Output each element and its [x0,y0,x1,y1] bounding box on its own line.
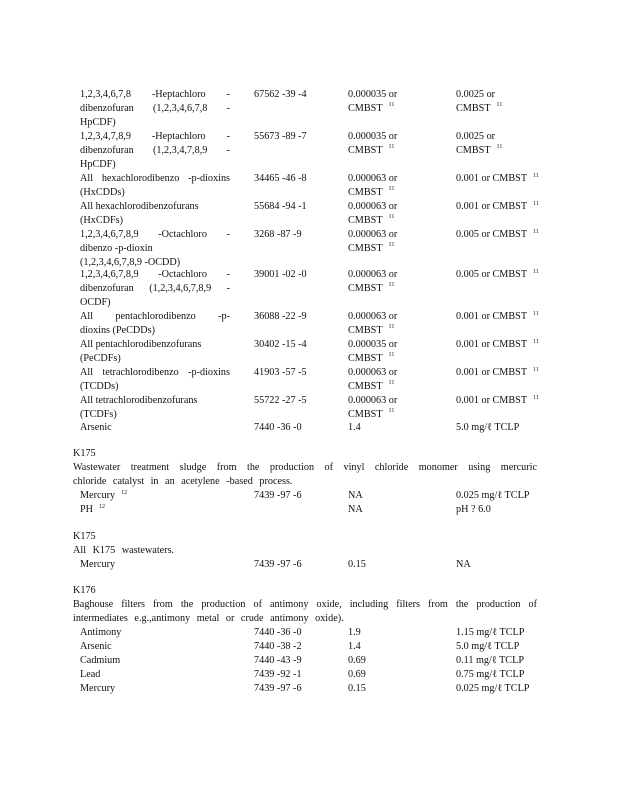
constituent-name: Mercury [80,683,116,694]
wastewater-standard: NA [348,504,363,515]
nonwastewater-standard: 0.001 or CMBST $^{11}$ [456,338,539,350]
cas-number: 7439 -97 -6 [254,559,302,570]
wastewater-standard: 0.15 [348,559,366,570]
footnote-ref: 11 [388,144,395,151]
constituent-name: All tetrachlorodibenzo -p-dioxins (TCDDs) [80,367,230,392]
wastewater-standard: 0.000063 or CMBST $^{11}$ [348,395,398,420]
constituent-name: 1,2,3,4,6,7,8,9 -Octachloro - dibenzofuran (1,2,3,4,6,7,8,9 - OCDF) [80,269,230,308]
waste-code: K176 [73,585,96,596]
nonwastewater-standard: pH ? 6.0 [456,504,491,515]
constituent-name: All pentachlorodibenzofurans (PeCDFs) [80,339,202,364]
wastewater-standard: 0.69 [348,669,366,680]
constituent-name: Cadmium [80,655,121,666]
footnote-ref: 11 [388,242,395,249]
cas-number: 7439 -97 -6 [254,490,302,501]
constituent-name: All hexachlorodibenzo -p-dioxins (HxCDDs) [80,173,230,198]
cas-number: 55684 -94 -1 [254,201,307,212]
footnote-ref: 12 [99,503,106,510]
footnote-ref: 11 [388,408,395,415]
nonwastewater-standard: 0.005 or CMBST $^{11}$ [456,268,539,280]
wastewater-standard: 0.000035 or CMBST $^{11}$ [348,339,398,364]
footnote-ref: 11 [533,394,539,401]
nonwastewater-standard: 0.0025 or CMBST $^{11}$ [456,89,503,114]
wastewater-standard: 0.000063 or CMBST $^{11}$ [348,269,398,294]
constituent-name: 1,2,3,4,6,7,8 -Heptachloro - dibenzofuran (1,2,3,4,6,7,8 - HpCDF) [80,89,230,128]
cas-number: 7440 -38 -2 [254,641,302,652]
constituent-name: Lead [80,669,101,680]
cas-number: 55722 -27 -5 [254,395,307,406]
nonwastewater-standard: 0.75 mg/ℓ TCLP [456,669,525,680]
nonwastewater-standard: 1.15 mg/ℓ TCLP [456,627,525,638]
wastewater-standard: 0.000035 or CMBST $^{11}$ [348,89,398,114]
wastewater-standard: 1.9 [348,627,361,638]
footnote-ref: 11 [533,310,539,317]
wastewater-standard: 1.4 [348,422,361,433]
waste-description: Baghouse filters from the production of antimony oxide, including filters from the production of intermediates e.g.,antimony metal or crude antimony oxide). [73,599,537,624]
nonwastewater-standard: 0.001 or CMBST $^{11}$ [456,366,539,378]
footnote-ref: 11 [533,366,539,373]
constituent-name: Arsenic [80,422,112,433]
waste-code: K175 [73,448,96,459]
nonwastewater-standard: 0.11 mg/ℓ TCLP [456,655,524,666]
footnote-ref: 11 [533,200,539,207]
cas-number: 36088 -22 -9 [254,311,307,322]
cas-number: 34465 -46 -8 [254,173,307,184]
nonwastewater-standard: 5.0 mg/ℓ TCLP [456,422,520,433]
cas-number: 39001 -02 -0 [254,269,307,280]
wastewater-standard: 0.69 [348,655,366,666]
nonwastewater-standard: 0.025 mg/ℓ TCLP [456,683,530,694]
nonwastewater-standard: 0.001 or CMBST $^{11}$ [456,394,539,406]
nonwastewater-standard: 0.001 or CMBST $^{11}$ [456,200,539,212]
cas-number: 7439 -97 -6 [254,683,302,694]
nonwastewater-standard: 0.001 or CMBST $^{11}$ [456,172,539,184]
wastewater-standard: 0.000063 or CMBST $^{11}$ [348,367,398,392]
cas-number: 55673 -89 -7 [254,131,307,142]
footnote-ref: 11 [533,228,539,235]
cas-number: 41903 -57 -5 [254,367,307,378]
constituent-name: Mercury [80,559,116,570]
footnote-ref: 11 [496,102,503,109]
nonwastewater-standard: NA [456,559,471,570]
constituent-name: All tetrachlorodibenzofurans (TCDFs) [80,395,198,420]
cas-number: 7439 -92 -1 [254,669,302,680]
wastewater-standard: NA [348,490,363,501]
constituent-name: All pentachlorodibenzo -p- dioxins (PeCDDs) [80,311,230,336]
footnote-ref: 11 [388,186,395,193]
footnote-ref: 11 [533,172,539,179]
cas-number: 7440 -43 -9 [254,655,302,666]
nonwastewater-standard: 0.0025 or CMBST $^{11}$ [456,131,503,156]
constituent-name: All hexachlorodibenzofurans (HxCDFs) [80,201,199,226]
waste-description: Wastewater treatment sludge from the production of vinyl chloride monomer using mercuric chloride catalyst in an acetylene -based process. [73,462,537,487]
footnote-ref: 11 [533,338,539,345]
wastewater-standard: 0.000063 or CMBST $^{11}$ [348,229,398,254]
wastewater-standard: 0.000035 or CMBST $^{11}$ [348,131,398,156]
nonwastewater-standard: 0.005 or CMBST $^{11}$ [456,228,539,240]
wastewater-standard: 0.000063 or CMBST $^{11}$ [348,201,398,226]
cas-number: 7440 -36 -0 [254,627,302,638]
footnote-ref: 11 [388,282,395,289]
footnote-ref: 11 [388,324,395,331]
wastewater-standard: 0.000063 or CMBST $^{11}$ [348,173,398,198]
footnote-ref: 11 [533,268,539,275]
constituent-name: 1,2,3,4,6,7,8,9 -Octachloro - dibenzo -p-dioxin (1,2,3,4,6,7,8,9 -OCDD) [80,229,230,268]
constituent-name: 1,2,3,4,7,8,9 -Heptachloro - dibenzofuran (1,2,3,4,7,8,9 - HpCDF) [80,131,230,170]
footnote-ref: 11 [388,214,395,221]
footnote-ref: 12 [121,489,128,496]
cas-number: 7440 -36 -0 [254,422,302,433]
wastewater-standard: 1.4 [348,641,361,652]
constituent-name: Antimony [80,627,122,638]
nonwastewater-standard: 0.001 or CMBST $^{11}$ [456,310,539,322]
wastewater-standard: 0.15 [348,683,366,694]
footnote-ref: 11 [388,380,395,387]
cas-number: 3268 -87 -9 [254,229,302,240]
wastewater-standard: 0.000063 or CMBST $^{11}$ [348,311,398,336]
footnote-ref: 11 [388,352,395,359]
footnote-ref: 11 [388,102,395,109]
constituent-name: PH $^{12}$ [80,503,106,515]
constituent-name: Mercury $^{12}$ [80,489,128,501]
cas-number: 30402 -15 -4 [254,339,307,350]
nonwastewater-standard: 0.025 mg/ℓ TCLP [456,490,530,501]
constituent-name: Arsenic [80,641,112,652]
nonwastewater-standard: 5.0 mg/ℓ TCLP [456,641,520,652]
waste-code: K175 [73,531,96,542]
cas-number: 67562 -39 -4 [254,89,307,100]
footnote-ref: 11 [496,144,503,151]
waste-description: All K175 wastewaters. [73,545,175,556]
